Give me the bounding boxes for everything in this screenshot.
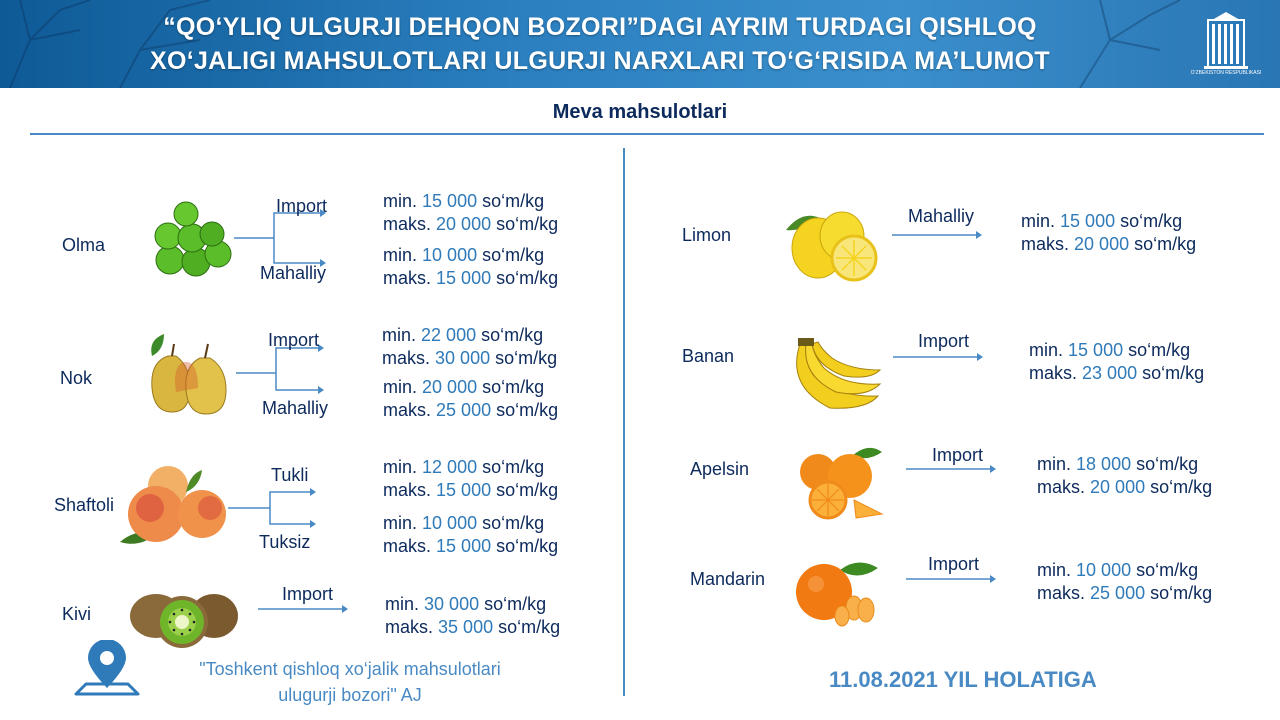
product-name-shaftoli: Shaftoli xyxy=(54,495,115,515)
label-shaftoli-tukli: Tukli xyxy=(271,465,309,485)
label-kivi-import: Import xyxy=(282,584,334,604)
mandarins-image xyxy=(792,556,884,628)
kiwi-image xyxy=(128,586,240,652)
product-name-mandarin: Mandarin xyxy=(690,569,766,589)
price-olma-mahalliy: min. 10 000 so‘m/kg maks. 15 000 so‘m/kg xyxy=(383,245,559,288)
logo-caption: O‘ZBEKISTON RESPUBLIKASI xyxy=(1190,70,1262,76)
page-title xyxy=(60,10,1140,78)
price-nok-import: min. 22 000 so‘m/kg maks. 30 000 so‘m/kg xyxy=(382,325,558,368)
arrow-mandarin xyxy=(906,574,998,584)
label-apelsin-import: Import xyxy=(932,445,984,465)
price-apelsin-import: min. 18 000 so‘m/kg maks. 20 000 so‘m/kg xyxy=(1037,454,1213,497)
price-banan-import: min. 15 000 so‘m/kg maks. 23 000 so‘m/kg xyxy=(1029,340,1205,383)
section-title: Meva mahsulotlari xyxy=(552,101,728,123)
label-limon-mahalliy: Mahalliy xyxy=(908,206,975,226)
bananas-image xyxy=(780,336,886,412)
price-mandarin-import: min. 10 000 so‘m/kg maks. 25 000 so‘m/kg xyxy=(1037,560,1213,603)
market-name-line-2: ulugurji bozori" AJ xyxy=(278,685,422,705)
vertical-divider xyxy=(623,148,625,696)
horizontal-divider xyxy=(30,133,1264,135)
lemons-image xyxy=(782,206,880,282)
price-limon-mahalliy: min. 15 000 so‘m/kg maks. 20 000 so‘m/kg xyxy=(1021,211,1197,254)
title-line-1: “QO‘YLIQ ULGURJI DEHQON BOZORI”DAGI AYRIM TURDAGI QISHLOQ xyxy=(163,13,1037,41)
product-name-olma: Olma xyxy=(62,235,106,255)
title-line-2: XO‘JALIGI MAHSULOTLARI ULGURJI NARXLARI TO‘G‘RISIDA MA’LUMOT xyxy=(150,47,1050,75)
header-banner xyxy=(0,0,1280,88)
arrow-kivi xyxy=(258,604,350,614)
price-shaftoli-tukli: min. 12 000 so‘m/kg maks. 15 000 so‘m/kg xyxy=(383,457,559,500)
label-nok-mahalliy: Mahalliy xyxy=(262,398,329,418)
label-shaftoli-tuksiz: Tuksiz xyxy=(259,532,311,552)
label-olma-import: Import xyxy=(276,196,328,216)
price-shaftoli-tuksiz: min. 10 000 so‘m/kg maks. 15 000 so‘m/kg xyxy=(383,513,559,556)
product-name-nok: Nok xyxy=(60,368,93,388)
pears-image xyxy=(142,326,236,420)
arrow-banan xyxy=(893,352,985,362)
date-status: 11.08.2021 YIL HOLATIGA xyxy=(829,667,1097,692)
location-pin-icon xyxy=(72,640,142,702)
label-olma-mahalliy: Mahalliy xyxy=(260,263,327,283)
product-name-kivi: Kivi xyxy=(62,604,92,624)
oranges-image xyxy=(792,442,886,520)
label-nok-import: Import xyxy=(268,330,320,350)
branch-arrow-shaftoli xyxy=(228,492,318,532)
price-kivi-import: min. 30 000 so‘m/kg maks. 35 000 so‘m/kg xyxy=(385,594,561,637)
price-nok-mahalliy: min. 20 000 so‘m/kg maks. 25 000 so‘m/kg xyxy=(383,377,559,420)
arrow-limon xyxy=(892,230,984,240)
product-name-banan: Banan xyxy=(682,346,735,366)
market-name-line-1: "Toshkent qishloq xo‘jalik mahsulotlari xyxy=(199,659,501,679)
price-olma-import: min. 15 000 so‘m/kg maks. 20 000 so‘m/kg xyxy=(383,191,559,234)
product-name-apelsin: Apelsin xyxy=(690,459,750,479)
market-name xyxy=(150,656,550,708)
apples-image xyxy=(148,198,234,278)
label-banan-import: Import xyxy=(918,331,970,351)
peaches-image xyxy=(116,462,228,548)
product-name-limon: Limon xyxy=(682,225,732,245)
label-mandarin-import: Import xyxy=(928,554,980,574)
